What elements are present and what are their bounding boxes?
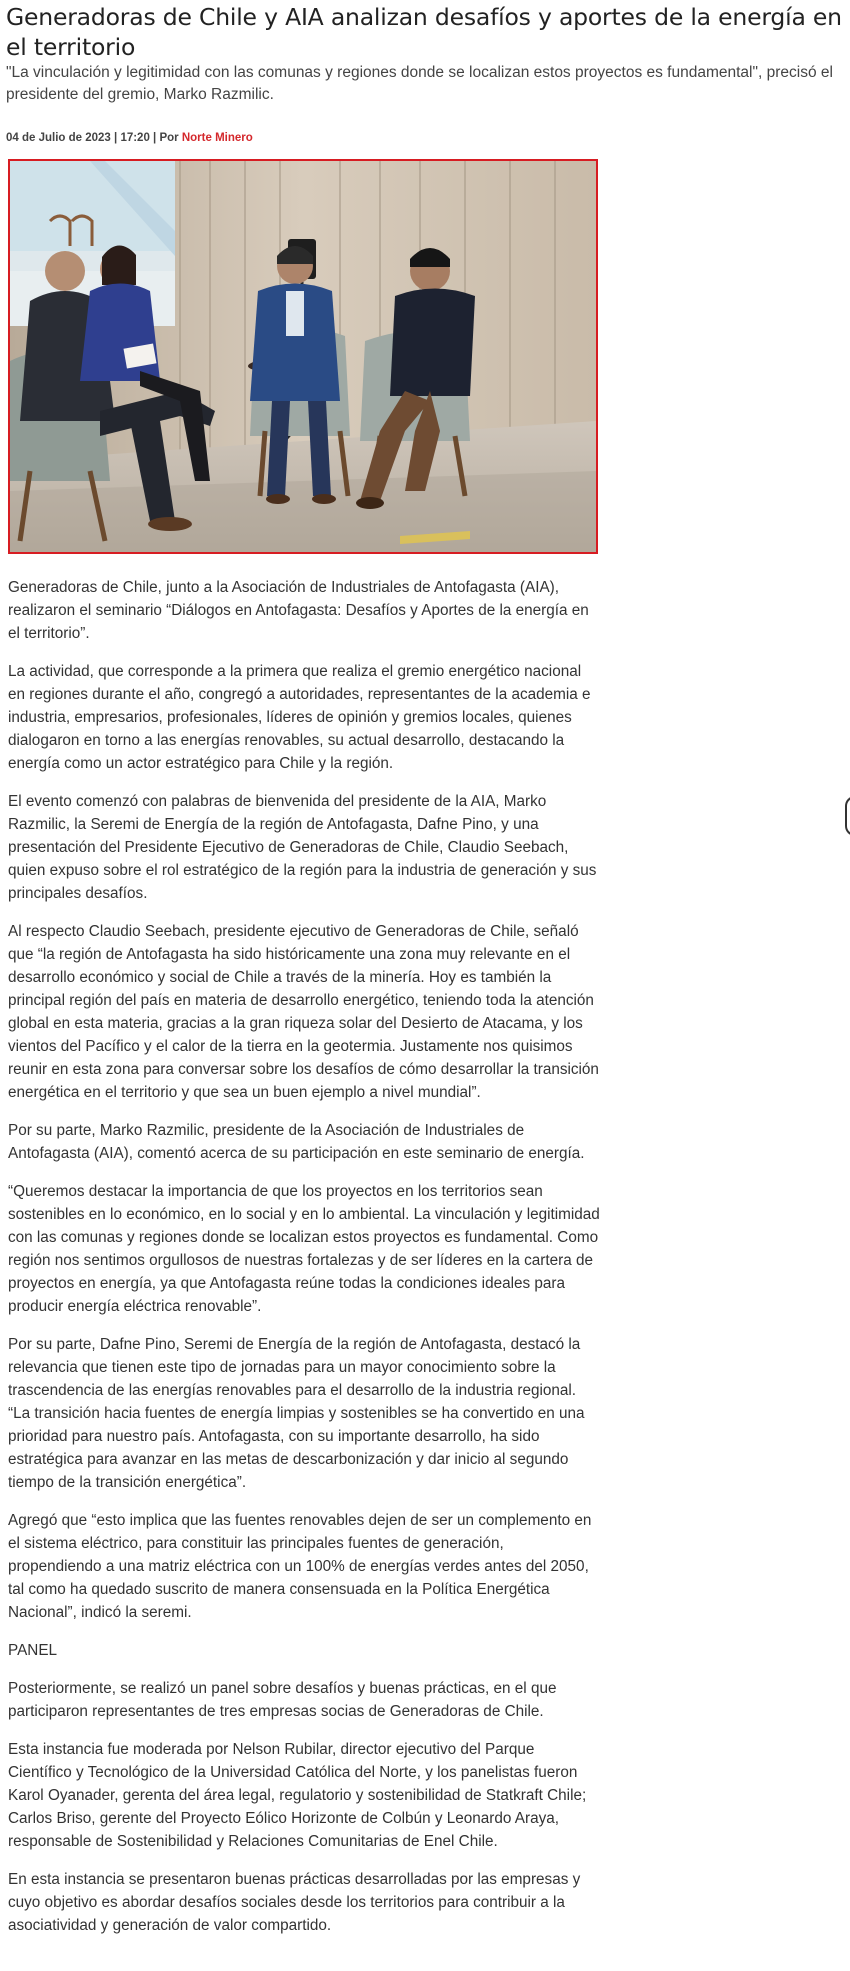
paragraph: La actividad, que corresponde a la primera que realiza el gremio energético nacional en regiones durante el año, congregó a autoridades, representantes de la academia e industria, empresarios, profesionales, líderes de opinión y gremios locales, quienes dialogaron en torno a las energías renovables, su actual desarrollo, destacando la energía como un actor estratégico para Chile y la región.	[8, 663, 591, 772]
article-date: 04 de Julio de 2023 | 17:20 | Por	[6, 132, 179, 144]
paragraph: Posteriormente, se realizó un panel sobre desafíos y buenas prácticas, en el que participaron representantes de tres empresas socias de Generadoras de Chile.	[8, 1680, 557, 1720]
article-subtitle: "La vinculación y legitimidad con las comunas y regiones donde se localizan estos proyectos es fundamental", precisó el presidente del gremio, Marko Razmilic.	[6, 64, 833, 103]
section-heading-panel: PANEL	[8, 1642, 58, 1659]
paragraph: Por su parte, Dafne Pino, Seremi de Energía de la región de Antofagasta, destacó la relevancia que tienen este tipo de jornadas para un mayor conocimiento sobre la trascendencia de las energías renovables para el desarrollo de la industria regional. “La transición hacia fuentes de energía limpias y sostenibles se ha convertido en una prioridad para nuestro país. Antofagasta, con su importante desarrollo, ha sido estratégica para avanzar en las metas de descarbonización y dar inicio al segundo tiempo de la transición energética”.	[8, 1336, 585, 1491]
paragraph: Por su parte, Marko Razmilic, presidente de la Asociación de Industriales de Antofagasta (AIA), comentó acerca de su participación en este seminario de energía.	[8, 1122, 585, 1162]
paragraph: Al respecto Claudio Seebach, presidente ejecutivo de Generadoras de Chile, señaló que “la región de Antofagasta ha sido históricamente una zona muy relevante en el desarrollo económico y social de Chile a través de la minería. Hoy es también la principal región del país en materia de desarrollo energético, teniendo toda la atención global en esta materia, gracias a la gran riqueza solar del Desierto de Atacama, y los vientos del Pacífico y el calor de la tierra en la geotermia. Justamente nos quisimos reunir en esta zona para conversar sobre los desafíos de cómo desarrollar la transición energética en el territorio y que sea un buen ejemplo a nivel mundial”.	[8, 923, 599, 1101]
paragraph: El evento comenzó con palabras de bienvenida del presidente de la AIA, Marko Razmilic, la Seremi de Energía de la región de Antofagasta, Dafne Pino, y una presentación del Presidente Ejecutivo de Generadoras de Chile, Claudio Seebach, quien expuso sobre el rol estratégico de la región para la industria de generación y sus principales desafíos.	[8, 793, 597, 902]
scroll-tab-handle[interactable]	[845, 796, 850, 836]
paragraph: Generadoras de Chile, junto a la Asociación de Industriales de Antofagasta (AIA), realizaron el seminario “Diálogos en Antofagasta: Desafíos y Aportes de la energía en el territorio”.	[8, 579, 589, 642]
paragraph: Agregó que “esto implica que las fuentes renovables dejen de ser un complemento en el sistema eléctrico, para constituir las principales fuentes de generación, propendiendo a una matriz eléctrica con un 100% de energías verdes antes del 2050, tal como ha quedado suscrito de manera consensuada en la Política Energética Nacional”, indicó la seremi.	[8, 1512, 592, 1621]
paragraph: “Queremos destacar la importancia de que los proyectos en los territorios sean sostenibles en lo económico, en lo social y en lo ambiental. La vinculación y legitimidad con las comunas y regiones donde se localizan estos proyectos es fundamental. Como región nos sentimos orgullosos de nuestras fortalezas y de ser líderes en la cartera de proyectos en energía, ya que Antofagasta reúne todas la condiciones ideales para producir energía eléctrica renovable”.	[8, 1183, 600, 1315]
paragraph: Esta instancia fue moderada por Nelson Rubilar, director ejecutivo del Parque Científico y Tecnológico de la Universidad Católica del Norte, y los panelistas fueron Karol Oyanader, gerenta del área legal, regulatorio y sostenibilidad de Statkraft Chile; Carlos Briso, gerente del Proyecto Eólico Horizonte de Colbún y Leonardo Araya, responsable de Sostenibilidad y Relaciones Comunitarias de Enel Chile.	[8, 1741, 587, 1850]
article-title: Generadoras de Chile y AIA analizan desafíos y aportes de la energía en el territorio	[6, 3, 842, 61]
article-meta	[6, 132, 253, 144]
author-link[interactable]: Norte Minero	[181, 132, 253, 144]
article-photo	[8, 159, 598, 554]
photo-panel-seminar-illustration	[10, 161, 596, 552]
article-body	[8, 576, 600, 1952]
paragraph: En esta instancia se presentaron buenas prácticas desarrolladas por las empresas y cuyo objetivo es abordar desafíos sociales desde los territorios para contribuir a la asociatividad y generación de valor compartido.	[8, 1871, 581, 1934]
